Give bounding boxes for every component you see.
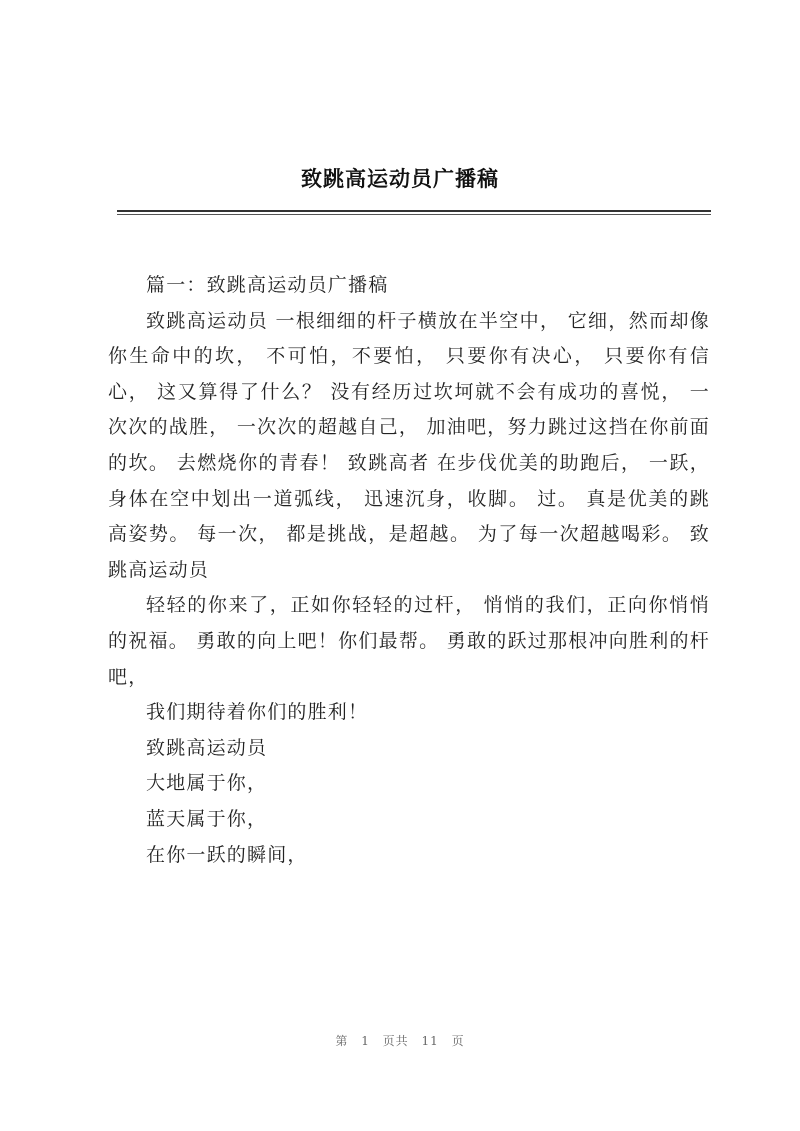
title-divider-thick — [117, 210, 711, 212]
section-heading: 篇一：致跳高运动员广播稿 — [146, 274, 389, 296]
document-body — [108, 268, 710, 873]
paragraph: 轻轻的你来了，正如你轻轻的过杆， 悄悄的我们，正向你悄悄的祝福。 勇敢的向上吧！你们最帮。 勇敢的跃过那根冲向胜利的杆吧， — [108, 594, 710, 688]
paragraph: 我们期待着你们的胜利！ — [146, 701, 369, 724]
paragraph: 致跳高运动员 一根细细的杆子横放在半空中， 它细，然而却像你生命中的坎， 不可怕，不要怕， 只要你有决心， 只要你有信心， 这又算得了什么？ 没有经历过坎坷就不会有成功的喜悦， 一次次的战胜， 一次次的超越自己， 加油吧，努力跳过这挡在你前面的坎。 去燃烧你的青春！ 致跳高者 在步伐优美的助跑后， 一跃， 身体在空中划出一道弧线， 迅速沉身，收脚。 过。 真是优美的跳高姿势。 每一次， 都是挑战，是超越。 为了每一次超越喝彩。 致跳高运动员 — [108, 309, 710, 581]
paragraph: 大地属于你， — [146, 772, 268, 795]
title-divider-thin — [117, 214, 711, 215]
document-title: 致跳高运动员广播稿 — [301, 166, 499, 191]
paragraph: 在你一跃的瞬间， — [146, 843, 308, 866]
page-number: 第 1 页共 11 页 — [335, 1034, 465, 1048]
paragraph: 蓝天属于你， — [146, 807, 268, 830]
paragraph: 致跳高运动员 — [146, 736, 268, 759]
